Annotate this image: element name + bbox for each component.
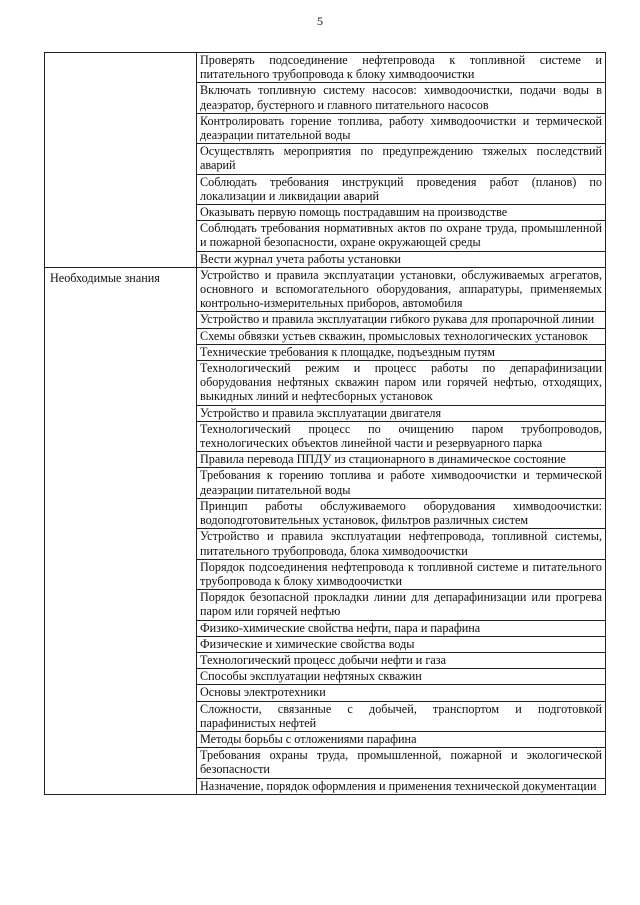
requirement-item: Проверять подсоединение нефтепровода к топливной системе и питательного трубопровода к блоку химводоочистки (197, 53, 605, 83)
requirement-item: Технологический процесс добычи нефти и газа (197, 653, 605, 669)
section-label-cell (45, 53, 197, 268)
requirement-item: Осуществлять мероприятия по предупреждению тяжелых последствий аварий (197, 144, 605, 174)
requirement-item: Правила перевода ППДУ из стационарного в динамическое состояние (197, 452, 605, 468)
section-label-cell (45, 267, 197, 794)
requirement-item: Физико-химические свойства нефти, пара и парафина (197, 621, 605, 637)
requirement-item: Схемы обвязки устьев скважин, промысловых технологических установок (197, 329, 605, 345)
requirement-item: Контролировать горение топлива, работу химводоочистки и термической деаэрации питательной воды (197, 114, 605, 144)
requirement-item: Технологический режим и процесс работы по депарафинизации оборудования нефтяных скважин паром или горячей нефтью, отходящих, выкидных линий и нефтесборных установок (197, 361, 605, 406)
requirement-item: Соблюдать требования нормативных актов по охране труда, промышленной и пожарной безопасности, охране окружающей среды (197, 221, 605, 251)
requirement-item: Порядок безопасной прокладки линии для депарафинизации или прогрева паром или горячей нефтью (197, 590, 605, 620)
requirement-item: Устройство и правила эксплуатации установки, обслуживаемых агрегатов, основного и вспомогательного оборудования, аппаратуры, применяемых контрольно-измерительных приборов, автомобиля (197, 268, 605, 313)
requirement-item: Способы эксплуатации нефтяных скважин (197, 669, 605, 685)
requirement-item: Устройство и правила эксплуатации двигателя (197, 406, 605, 422)
section-row (45, 53, 606, 268)
section-label (45, 53, 196, 56)
requirement-item: Физические и химические свойства воды (197, 637, 605, 653)
requirement-item: Основы электротехники (197, 685, 605, 701)
section-items-cell (197, 53, 606, 268)
section-items-cell (197, 267, 606, 794)
requirement-item: Методы борьбы с отложениями парафина (197, 732, 605, 748)
competency-table (44, 52, 606, 795)
requirement-item: Устройство и правила эксплуатации гибкого рукава для пропарочной линии (197, 312, 605, 328)
requirement-item: Принцип работы обслуживаемого оборудования химводоочистки: водоподготовительных установок, фильтров различных систем (197, 499, 605, 529)
requirement-item: Устройство и правила эксплуатации нефтепровода, топливной системы, питательного трубопровода, блока химводоочистки (197, 529, 605, 559)
requirement-item: Технические требования к площадке, подъездным путям (197, 345, 605, 361)
section-label: Необходимые знания (50, 270, 160, 285)
requirement-item: Требования охраны труда, промышленной, пожарной и экологической безопасности (197, 748, 605, 778)
requirement-item: Требования к горению топлива и работе химводоочистки и термической деаэрации питательной воды (197, 468, 605, 498)
requirement-item: Технологический процесс по очищению паром трубопроводов, технологических объектов линейной части и резервуарного парка (197, 422, 605, 452)
requirement-item: Назначение, порядок оформления и применения технической документации (200, 778, 597, 793)
requirement-item: Оказывать первую помощь пострадавшим на производстве (197, 205, 605, 221)
requirement-item: Включать топливную систему насосов: химводоочистки, подачи воды в деаэратор, бустерного и главного питательного насосов (197, 83, 605, 113)
requirement-item: Вести журнал учета работы установки (200, 251, 401, 266)
table-body (45, 53, 606, 795)
requirement-item: Соблюдать требования инструкций проведения работ (планов) по локализации и ликвидации аварий (197, 175, 605, 205)
requirement-item: Сложности, связанные с добычей, транспортом и подготовкой парафинистых нефтей (197, 702, 605, 732)
page-number: 5 (317, 14, 323, 28)
section-row (45, 267, 606, 794)
requirement-item: Порядок подсоединения нефтепровода к топливной системе и питательного трубопровода к блоку химводоочистки (197, 560, 605, 590)
